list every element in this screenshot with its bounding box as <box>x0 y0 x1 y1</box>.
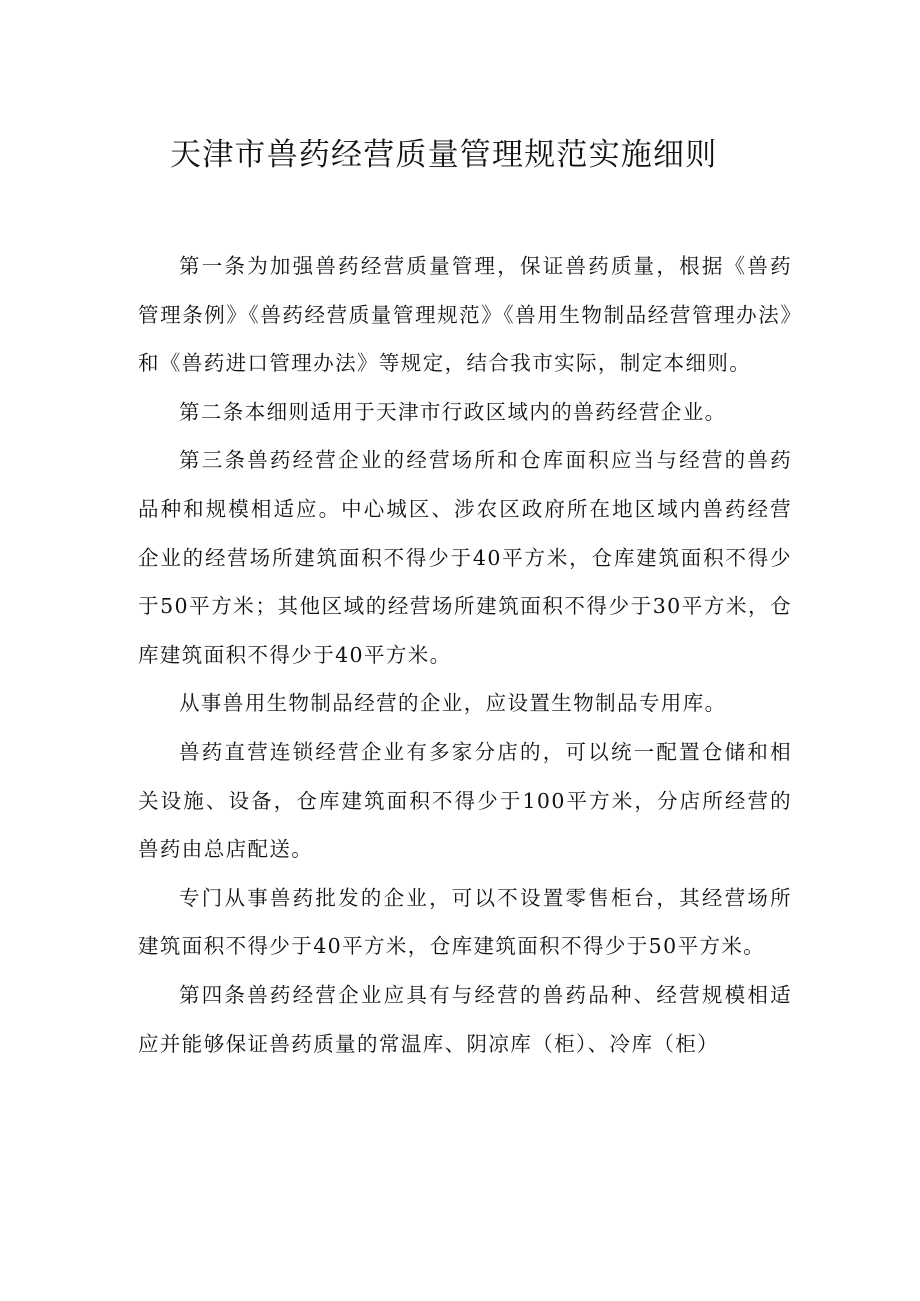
paragraph-article-2: 第二条本细则适用于天津市行政区域内的兽药经营企业。 <box>179 399 727 424</box>
paragraph-biological-storage: 从事兽用生物制品经营的企业，应设置生物制品专用库。 <box>179 691 727 716</box>
document-title: 天津市兽药经营质量管理规范实施细则 <box>170 136 718 173</box>
paragraph-article-1: 第一条为加强兽药经营质量管理，保证兽药质量，根据《兽药管理条例》《兽药经营质量管理规范》《兽用生物制品经营管理办法》和《兽药进口管理办法》等规定，结合我市实际，制定本细则。 <box>138 254 792 376</box>
document-body <box>138 242 792 1068</box>
paragraph-article-3: 第三条兽药经营企业的经营场所和仓库面积应当与经营的兽药品种和规模相适应。中心城区、涉农区政府所在地区域内兽药经营企业的经营场所建筑面积不得少于40平方米，仓库建筑面积不得少于50平方米；其他区域的经营场所建筑面积不得少于30平方米，仓库建筑面积不得少于40平方米。 <box>138 448 792 667</box>
paragraph-article-4: 第四条兽药经营企业应具有与经营的兽药品种、经营规模相适应并能够保证兽药质量的常温库、阴凉库（柜）、冷库（柜） <box>138 982 792 1056</box>
paragraph-chain-stores: 兽药直营连锁经营企业有多家分店的，可以统一配置仓储和相关设施、设备，仓库建筑面积不得少于100平方米，分店所经营的兽药由总店配送。 <box>138 739 792 862</box>
paragraph-wholesale: 专门从事兽药批发的企业，可以不设置零售柜台，其经营场所建筑面积不得少于40平方米，仓库建筑面积不得少于50平方米。 <box>138 885 792 959</box>
